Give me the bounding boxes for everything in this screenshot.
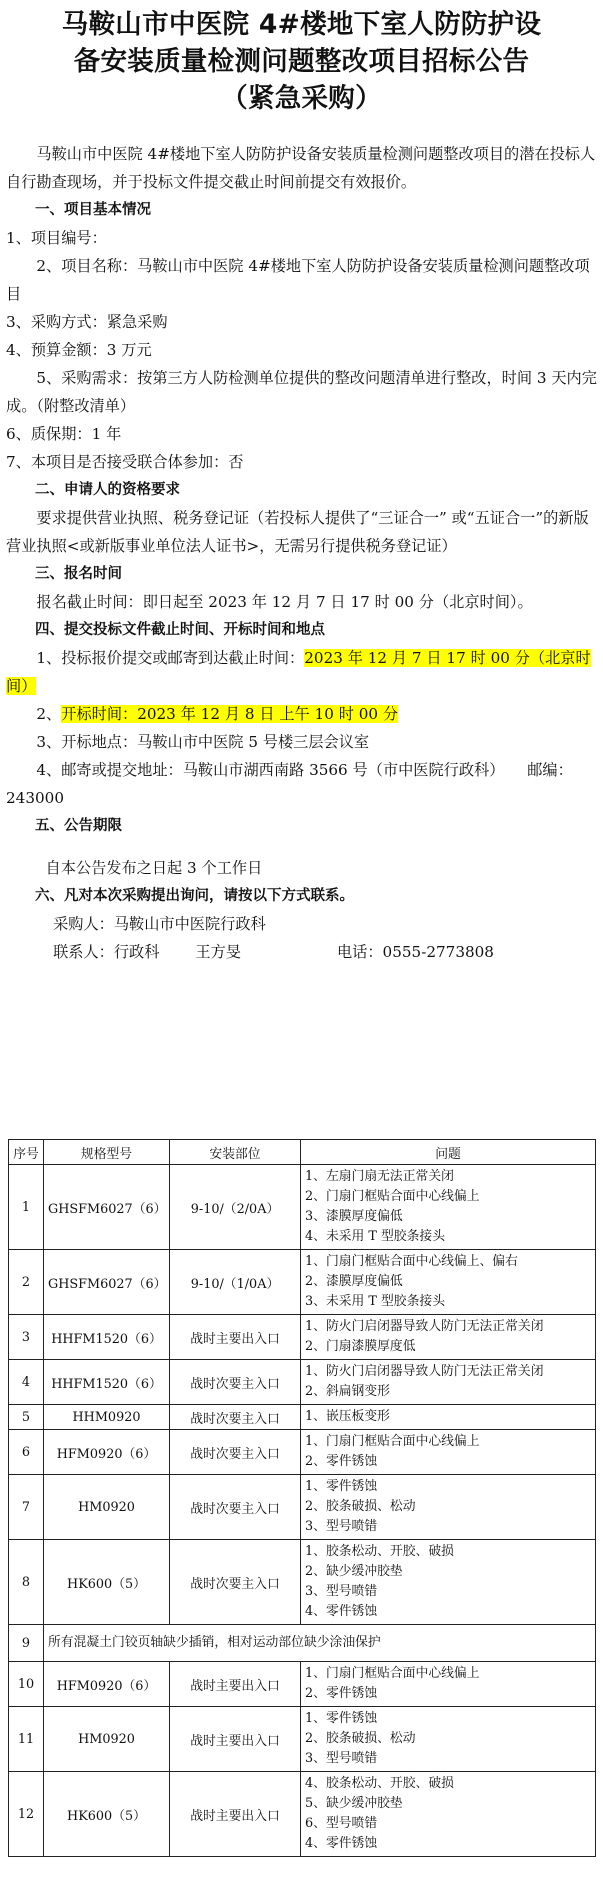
row-model: GHSFM6027（6）	[44, 1250, 170, 1315]
table-row	[9, 1625, 596, 1662]
budget-amount: 4、预算金额：3 万元	[6, 341, 152, 359]
bid-deadline-label: 1、投标报价提交或邮寄到达截止时间：	[36, 649, 305, 667]
issue-item: 4、未采用 T 型胶条接头	[305, 1229, 445, 1244]
row-issues	[301, 1360, 596, 1405]
issue-item: 1、零件锈蚀	[305, 1711, 378, 1726]
issue-item: 2、胶条破损、松动	[305, 1499, 416, 1514]
row-number: 3	[9, 1315, 44, 1360]
row-model: HK600（5）	[44, 1540, 170, 1625]
row-number: 9	[9, 1625, 44, 1662]
issue-item: 1、嵌压板变形	[305, 1409, 390, 1424]
issue-item: 1、防火门启闭器导致人防门无法正常关闭	[305, 1319, 544, 1334]
table-row	[9, 1475, 596, 1540]
row-number: 8	[9, 1540, 44, 1625]
issue-item: 2、零件锈蚀	[305, 1686, 378, 1701]
row-number: 1	[9, 1165, 44, 1250]
opening-time-value: 开标时间：2023 年 12 月 8 日 上午 10 时 00 分	[61, 705, 399, 723]
issue-item: 2、漆膜厚度偏低	[305, 1274, 403, 1289]
table-row	[9, 1250, 596, 1315]
section-3-heading: 三、报名时间	[35, 566, 122, 582]
intro-paragraph: 马鞍山市中医院 4#楼地下室人防防护设备安装质量检测问题整改项目的潜在投标人自行勘查现场，并于投标文件提交截止时间前提交有效报价。	[6, 145, 596, 191]
row-number: 11	[9, 1707, 44, 1772]
title-line-3: （紧急采购）	[221, 83, 382, 114]
announcement-body	[6, 140, 598, 966]
issue-item: 6、型号喷错	[305, 1816, 378, 1831]
table-row	[9, 1360, 596, 1405]
row-model: HFM0920（6）	[44, 1430, 170, 1475]
bid-deadline	[6, 644, 598, 700]
row-note: 所有混凝土门铰页轴缺少插销，相对运动部位缺少涂油保护	[44, 1625, 596, 1662]
contact-phone: 电话：0555-2773808	[336, 943, 494, 961]
row-issues	[301, 1662, 596, 1707]
title-line-2: 备安装质量检测问题整改项目招标公告	[73, 46, 530, 77]
contact-label: 联系人：	[53, 943, 114, 961]
project-number: 1、项目编号：	[6, 229, 107, 247]
issue-item: 3、未采用 T 型胶条接头	[305, 1294, 445, 1309]
section-4-heading: 四、提交投标文件截止时间、开标时间和地点	[35, 622, 325, 638]
contact-name: 王方旻	[195, 943, 241, 961]
issue-item: 2、零件锈蚀	[305, 1454, 378, 1469]
table-row	[9, 1165, 596, 1250]
section-1-heading: 一、项目基本情况	[35, 202, 151, 218]
issue-item: 1、门扇门框贴合面中心线偏上、偏右	[305, 1254, 518, 1269]
title-line-1: 马鞍山市中医院 4#楼地下室人防防护设	[61, 9, 542, 40]
row-number: 4	[9, 1360, 44, 1405]
row-model: HHM0920	[44, 1405, 170, 1430]
row-location: 战时次要主入口	[170, 1540, 301, 1625]
registration-deadline: 报名截止时间：即日起至 2023 年 12 月 7 日 17 时 00 分（北京时间）。	[36, 593, 533, 611]
row-number: 6	[9, 1430, 44, 1475]
bid-deadline-value: 2023 年 12 月 7 日 17 时 00 分（北京时间）	[6, 649, 591, 695]
row-model: HM0920	[44, 1707, 170, 1772]
table-row	[9, 1772, 596, 1857]
row-model: HFM0920（6）	[44, 1662, 170, 1707]
section-5-heading: 五、公告期限	[35, 818, 122, 834]
table-header-row	[9, 1140, 596, 1165]
procurement-method: 3、采购方式：紧急采购	[6, 313, 168, 331]
row-issues	[301, 1772, 596, 1857]
issue-item: 2、缺少缓冲胶垫	[305, 1564, 403, 1579]
opening-time	[6, 700, 598, 728]
buyer: 采购人：马鞍山市中医院行政科	[53, 915, 266, 933]
procurement-requirement: 5、采购需求：按第三方人防检测单位提供的整改问题清单进行整改，时间 3 天内完成。（附整改清单）	[6, 369, 597, 415]
row-model: HHFM1520（6）	[44, 1315, 170, 1360]
row-location: 战时主要出入口	[170, 1707, 301, 1772]
rectification-table	[8, 1139, 595, 1857]
issue-item: 1、胶条松动、开胶、破损	[305, 1544, 454, 1559]
issue-item: 3、型号喷错	[305, 1751, 378, 1766]
header-no: 序号	[9, 1140, 44, 1165]
row-location: 战时主要出入口	[170, 1772, 301, 1857]
consortium-accepted: 7、本项目是否接受联合体参加：否	[6, 453, 244, 471]
row-location: 战时次要主入口	[170, 1475, 301, 1540]
table-row	[9, 1430, 596, 1475]
issue-item: 5、缺少缓冲胶垫	[305, 1796, 403, 1811]
qualification-text: 要求提供营业执照、税务登记证（若投标人提供了“三证合一” 或“五证合一”的新版营业执照<或新版事业单位法人证书>，无需另行提供税务登记证）	[6, 509, 589, 555]
issue-item: 2、斜扁钢变形	[305, 1384, 390, 1399]
issue-item: 4、零件锈蚀	[305, 1604, 378, 1619]
section-2-heading: 二、申请人的资格要求	[35, 482, 180, 498]
announcement-period: 自本公告发布之日起 3 个工作日	[45, 859, 263, 877]
opening-location: 3、开标地点：马鞍山市中医院 5 号楼三层会议室	[36, 733, 370, 751]
row-issues	[301, 1540, 596, 1625]
project-name: 2、项目名称：马鞍山市中医院 4#楼地下室人防防护设备安装质量检测问题整改项目	[6, 257, 590, 303]
table-row	[9, 1707, 596, 1772]
issue-item: 1、门扇门框贴合面中心线偏上	[305, 1666, 480, 1681]
row-issues	[301, 1707, 596, 1772]
contact-line	[6, 938, 598, 966]
row-location: 9-10/（1/0A）	[170, 1250, 301, 1315]
row-issues	[301, 1430, 596, 1475]
row-number: 12	[9, 1772, 44, 1857]
row-number: 10	[9, 1662, 44, 1707]
issue-item: 1、左扇门扇无法正常关闭	[305, 1169, 454, 1184]
header-model: 规格型号	[44, 1140, 170, 1165]
header-location: 安装部位	[170, 1140, 301, 1165]
row-number: 2	[9, 1250, 44, 1315]
issue-item: 4、零件锈蚀	[305, 1836, 378, 1851]
table-row	[9, 1405, 596, 1430]
row-model: HM0920	[44, 1475, 170, 1540]
row-issues	[301, 1405, 596, 1430]
page-title	[8, 6, 595, 117]
header-issues: 问题	[301, 1140, 596, 1165]
issue-item: 2、胶条破损、松动	[305, 1731, 416, 1746]
row-issues	[301, 1250, 596, 1315]
row-model: HHFM1520（6）	[44, 1360, 170, 1405]
opening-time-prefix: 2、	[36, 705, 62, 723]
row-issues	[301, 1315, 596, 1360]
row-number: 7	[9, 1475, 44, 1540]
row-location: 战时主要出入口	[170, 1662, 301, 1707]
mailing-address: 4、邮寄或提交地址：马鞍山市湖西南路 3566 号（市中医院行政科） 邮编：243000	[6, 761, 573, 807]
row-location: 战时主要出入口	[170, 1315, 301, 1360]
issue-item: 1、零件锈蚀	[305, 1479, 378, 1494]
issue-item: 3、型号喷错	[305, 1584, 378, 1599]
issue-item: 3、漆膜厚度偏低	[305, 1209, 403, 1224]
issue-item: 4、胶条松动、开胶、破损	[305, 1776, 454, 1791]
table-body	[9, 1165, 596, 1857]
row-location: 战时次要主入口	[170, 1360, 301, 1405]
row-number: 5	[9, 1405, 44, 1430]
table-row	[9, 1662, 596, 1707]
issue-item: 2、门扇漆膜厚度低	[305, 1339, 416, 1354]
section-6-heading: 六、凡对本次采购提出询问，请按以下方式联系。	[35, 888, 354, 904]
row-location: 战时次要主入口	[170, 1430, 301, 1475]
row-issues	[301, 1475, 596, 1540]
issue-item: 2、门扇门框贴合面中心线偏上	[305, 1189, 480, 1204]
row-model: HK600（5）	[44, 1772, 170, 1857]
row-model: GHSFM6027（6）	[44, 1165, 170, 1250]
issue-item: 3、型号喷错	[305, 1519, 378, 1534]
issue-item: 1、防火门启闭器导致人防门无法正常关闭	[305, 1364, 544, 1379]
issue-item: 1、门扇门框贴合面中心线偏上	[305, 1434, 480, 1449]
row-issues	[301, 1165, 596, 1250]
table-row	[9, 1315, 596, 1360]
warranty-period: 6、质保期：1 年	[6, 425, 122, 443]
row-location: 9-10/（2/0A）	[170, 1165, 301, 1250]
contact-dept: 行政科	[113, 943, 160, 961]
table-row	[9, 1540, 596, 1625]
row-location: 战时次要主入口	[170, 1405, 301, 1430]
